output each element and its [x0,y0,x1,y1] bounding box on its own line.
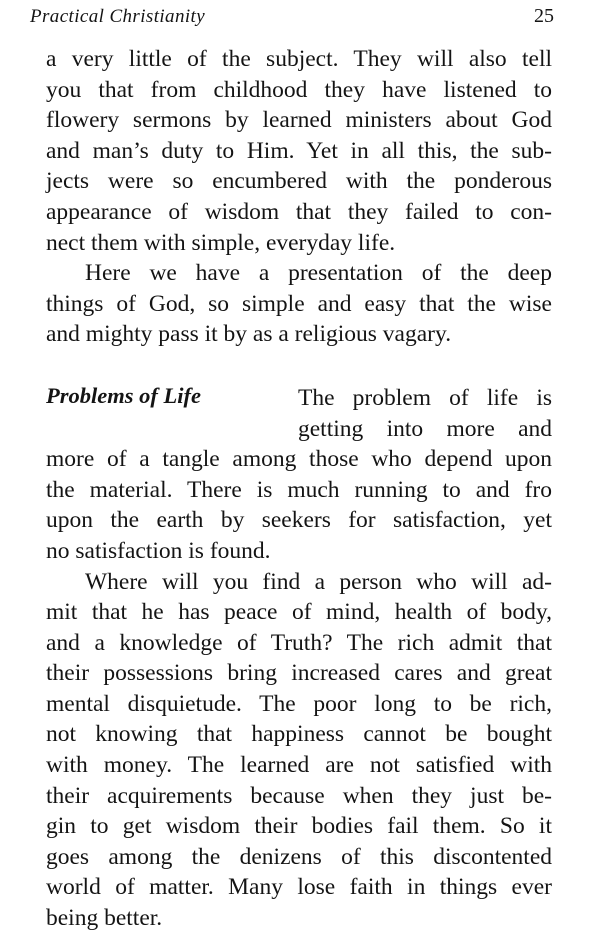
text-line: gin to get wisdom their bodies fail them. So it [46,813,552,840]
paragraph-4 [46,567,552,934]
section-problems-of-life [46,383,552,567]
running-title: Practical Christianity [30,6,206,27]
page-body [46,44,552,934]
text-line: with money. The learned are not satisfied with [46,752,552,779]
text-line: being better. [46,905,163,932]
text-line: mit that he has peace of mind, health of body, [46,599,552,626]
text-line: and mighty pass it by as a religious vagary. [46,321,452,348]
text-line: world of matter. Many lose faith in things ever [46,874,552,901]
running-head [30,6,554,36]
text-line: goes among the denizens of this discontented [46,843,552,870]
text-line: the material. There is much running to and fro [46,476,552,503]
text-line: their acquirements because when they just be- [46,782,552,809]
text-line: things of God, so simple and easy that the wise [46,290,552,317]
text-line: no satisfaction is found. [46,537,271,564]
text-line: Where will you find a person who will ad- [85,568,552,595]
page-number: 25 [534,5,554,27]
text-line: upon the earth by seekers for satisfaction, yet [46,507,552,534]
text-line: and man’s duty to Him. Yet in all this, the sub- [46,137,552,164]
text-line: The problem of life is [298,384,552,411]
text-line: a very little of the subject. They will also tell [46,46,552,72]
section-heading: Problems of Life [46,382,201,408]
text-line: getting into more and [298,415,552,442]
text-line: Here we have a presentation of the deep [85,260,552,287]
text-line: not knowing that happiness cannot be bought [46,721,552,748]
text-line: mental disquietude. The poor long to be rich, [46,690,552,717]
text-line: and a knowledge of Truth? The rich admit that [46,629,552,656]
paragraph-1 [46,44,552,258]
section-break [46,350,552,383]
text-line: more of a tangle among those who depend upon [46,446,552,473]
section-heading-line [46,383,552,414]
text-line: jects were so encumbered with the ponderous [46,168,552,195]
text-line: flowery sermons by learned ministers about God [46,107,552,134]
text-line: nect them with simple, everyday life. [46,229,396,256]
paragraph-2 [46,258,552,350]
text-line: appearance of wisdom that they failed to con- [46,198,552,225]
text-line: their possessions bring increased cares and great [46,660,552,687]
text-line: you that from childhood they have listened to [46,76,552,103]
